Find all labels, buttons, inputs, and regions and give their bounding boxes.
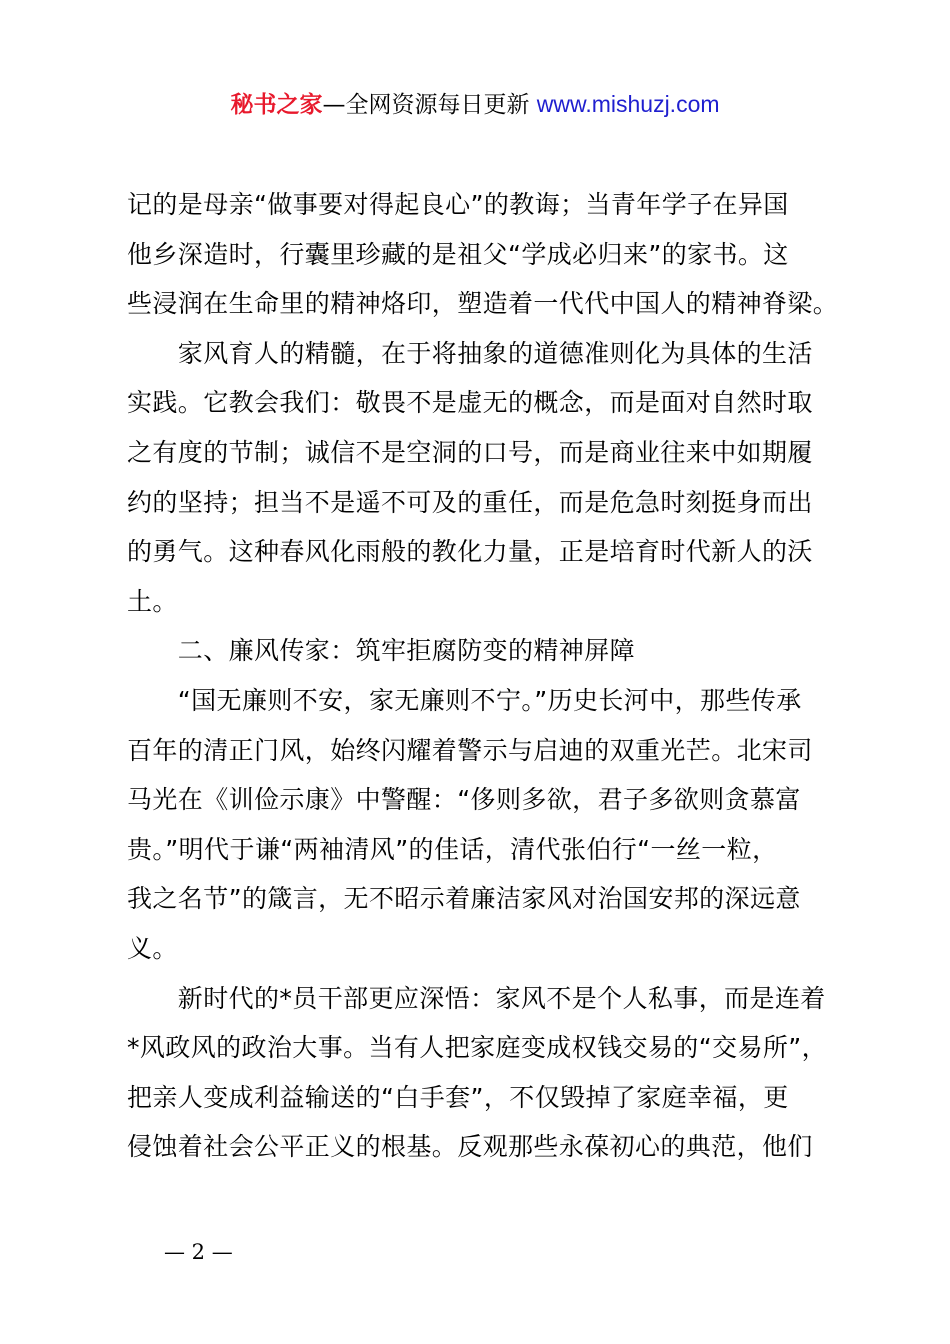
body-line: 实践。它教会我们：敬畏不是虚无的概念，而是面对自然时取 [127, 388, 813, 418]
body-line: 侵蚀着社会公平正义的根基。反观那些永葆初心的典范，他们 [127, 1132, 813, 1162]
body-line: 记的是母亲“做事要对得起良心”的教诲；当青年学子在异国 [127, 190, 789, 219]
body-line: 马光在《训俭示康》中警醒：“侈则多欲，君子多欲则贪慕富 [127, 785, 801, 815]
page-number: — 2 — [164, 1240, 233, 1264]
site-url-link[interactable]: www.mishuzj.com [536, 91, 720, 117]
body-line: *风政风的政治大事。当有人把家庭变成权钱交易的“交易所”， [127, 1033, 828, 1063]
body-line: 贵。”明代于谦“两袖清风”的佳话，清代张伯行“一丝一粒， [127, 834, 778, 864]
body-line: 新时代的*员干部更应深悟：家风不是个人私事，而是连着 [127, 983, 826, 1013]
body-line: 之有度的节制；诚信不是空洞的口号，而是商业往来中如期履 [127, 437, 813, 467]
body-line: 他乡深造时，行囊里珍藏的是祖父“学成必归来”的家书。这 [127, 239, 789, 269]
body-line: 我之名节”的箴言，无不昭示着廉洁家风对治国安邦的深远意 [127, 884, 801, 914]
body-line: 义。 [127, 933, 178, 963]
body-line: 的勇气。这种春风化雨般的教化力量，正是培育时代新人的沃 [127, 537, 813, 567]
body-line: 约的坚持；担当不是遥不可及的重任，而是危急时刻挺身而出 [127, 487, 813, 517]
body-line: 土。 [127, 586, 178, 616]
body-line: “国无廉则不安，家无廉则不宁。”历史长河中，那些传承 [127, 685, 802, 715]
document-body [127, 180, 837, 1172]
page-header [0, 86, 950, 123]
header-tagline: —全网资源每日更新 [322, 92, 530, 118]
section-heading: 二、廉风传家：筑牢拒腐防变的精神屏障 [127, 636, 636, 666]
body-line: 百年的清正门风，始终闪耀着警示与启迪的双重光芒。北宋司 [127, 735, 813, 765]
body-line: 把亲人变成利益输送的“白手套”，不仅毁掉了家庭幸福，更 [127, 1082, 789, 1112]
body-line: 些浸润在生命里的精神烙印，塑造着一代代中国人的精神脊梁。 [127, 289, 839, 319]
brand-name: 秘书之家 [230, 92, 323, 118]
body-line: 家风育人的精髓，在于将抽象的道德准则化为具体的生活 [127, 338, 813, 368]
